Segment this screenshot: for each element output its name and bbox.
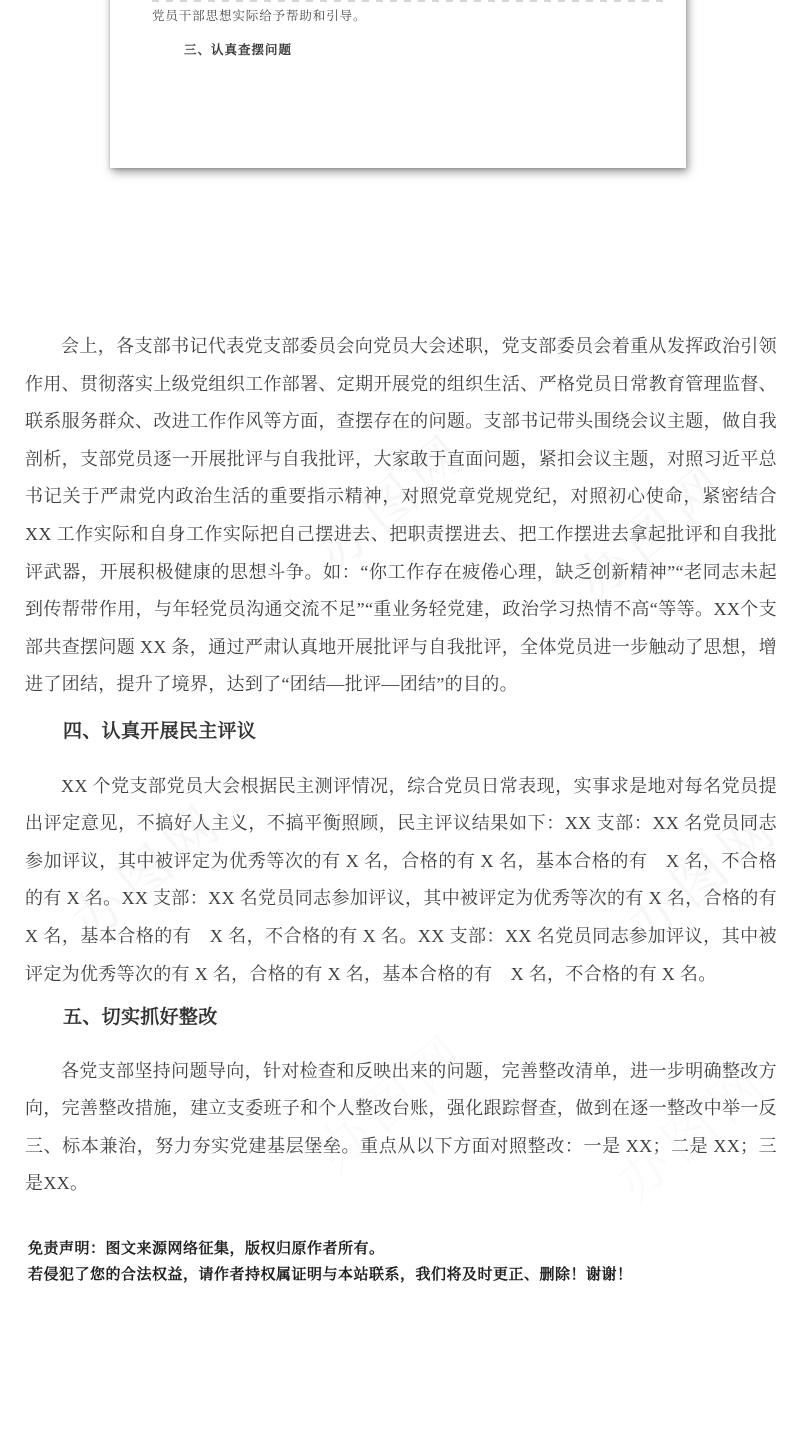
- preview-paragraph-fragment: 党员干部思想实际给予帮助和引导。: [152, 9, 367, 23]
- disclaimer-line-1: 免责声明：图文来源网络征集，版权归原作者所有。: [28, 1241, 385, 1257]
- watermark: 办图网: [616, 797, 792, 957]
- preview-section-heading: 三、认真查摆问题: [184, 43, 293, 57]
- watermark: 办图网: [61, 792, 237, 952]
- paragraph-meeting-summary: 会上，各支部书记代表党支部委员会向党员大会述职，党支部委员会着重从发挥政治引领作用、贯彻落实上级党组织工作部署、定期开展党的组织生活、严格党员日常教育管理监督、联系服务群众、改进工作作风等方面，查摆存在的问题。支部书记带头围绕会议主题，做自我剖析，支部党员逐一开展批评与自我批评，大家敢于直面问题，紧扣会议主题，对照习近平总书记关于严肃党内政治生活的重要指示精神，对照党章党规党纪，对照初心使命，紧密结合XX 工作实际和自身工作实际把自己摆进去、把职责摆进去、把工作摆进去拿起批评和自我批评武器，开展积极健康的思想斗争。如：“你工作存在疲倦心理，缺乏创新精神”“老同志未起到传帮带作用，与年轻党员沟通交流不足”“重业务轻党建，政治学习热情不高“等等。XX个支部共查摆问题 XX 条，通过严肃认真地开展批评与自我批评，全体党员进一步触动了思想，增进了团结，提升了境界，达到了“团结—批评—团结”的目的。: [25, 336, 777, 695]
- watermark: 办图网: [306, 422, 482, 582]
- section-heading-5: 五、切实抓好整改: [63, 1007, 218, 1029]
- disclaimer: [28, 1236, 772, 1288]
- watermark: 办图网: [566, 452, 742, 612]
- document-preview-page[interactable]: [110, 0, 686, 168]
- paragraph-rectification: 各党支部坚持问题导向，针对检查和反映出来的问题，完善整改清单，进一步明确整改方向，完善整改措施，建立支委班子和个人整改台账，强化跟踪督查，做到在逐一整改中举一反三、标本兼治，努力夯实党建基层堡垒。重点从以下方面对照整改：一是 XX；二是 XX；三是XX。: [25, 1060, 777, 1194]
- paragraph-democratic-review: XX 个党支部党员大会根据民主测评情况，综合党员日常表现，实事求是地对每名党员提出评定意见，不搞好人主义，不搞平衡照顾，民主评议结果如下：XX 支部：XX 名党员同志参加评议，其中被评定为优秀等次的有 X 名，合格的有 X 名，基本合格的有 X 名，不合格的有 X 名。XX 支部：XX 名党员同志参加评议，其中被评定为优秀等次的有 X 名，合格的有 X 名，基本合格的有 X 名，不合格的有 X 名。XX 支部：XX 名党员同志参加评议，其中被评定为优秀等次的有 X 名，合格的有 X 名，基本合格的有 X 名，不合格的有 X 名。: [25, 775, 777, 984]
- section-heading-4: 四、认真开展民主评议: [63, 720, 257, 742]
- clipped-text-line: [152, 0, 664, 2]
- disclaimer-line-2: 若侵犯了您的合法权益，请作者持权属证明与本站联系，我们将及时更正、删除！谢谢！: [28, 1267, 633, 1283]
- document-body: [25, 328, 777, 1203]
